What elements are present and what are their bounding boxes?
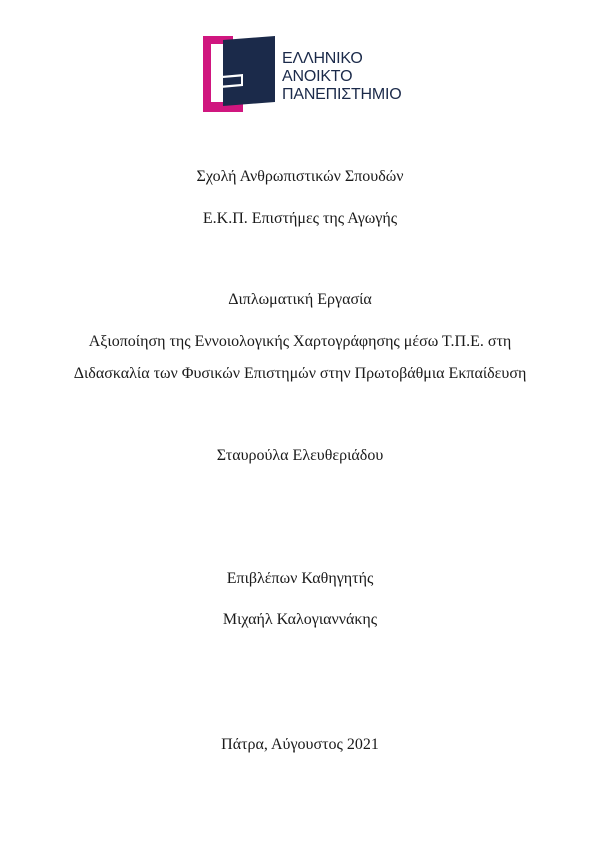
supervisor-label: Επιβλέπων Καθηγητής bbox=[226, 570, 374, 587]
logo-wordmark bbox=[282, 50, 402, 104]
thesis-type: Διπλωματική Εργασία bbox=[228, 291, 372, 308]
supervisor-name: Μιχαήλ Καλογιαννάκης bbox=[222, 611, 378, 628]
thesis-title-line-2: Διδασκαλία των Φυσικών Επιστημών στην Πρωτοβάθμια Εκπαίδευση bbox=[73, 365, 527, 382]
logo-line-2: ΑΝΟΙΚΤΟ bbox=[282, 68, 353, 85]
thesis-title-line-1: Αξιοποίηση της Εννοιολογικής Χαρτογράφησης μέσω Τ.Π.Ε. στη bbox=[88, 333, 512, 350]
program-name: Ε.Κ.Π. Επιστήμες της Αγωγής bbox=[202, 210, 398, 227]
school-name: Σχολή Ανθρωπιστικών Σπουδών bbox=[196, 168, 404, 185]
place-date: Πάτρα, Αύγουστος 2021 bbox=[221, 736, 379, 753]
university-logo bbox=[203, 36, 403, 112]
logo-line-3: ΠΑΝΕΠΙΣΤΗΜΙΟ bbox=[282, 86, 402, 103]
author-name: Σταυρούλα Ελευθεριάδου bbox=[216, 447, 384, 464]
logo-line-1: ΕΛΛΗΝΙΚΟ bbox=[282, 50, 363, 67]
logo-emblem-icon bbox=[203, 36, 281, 112]
